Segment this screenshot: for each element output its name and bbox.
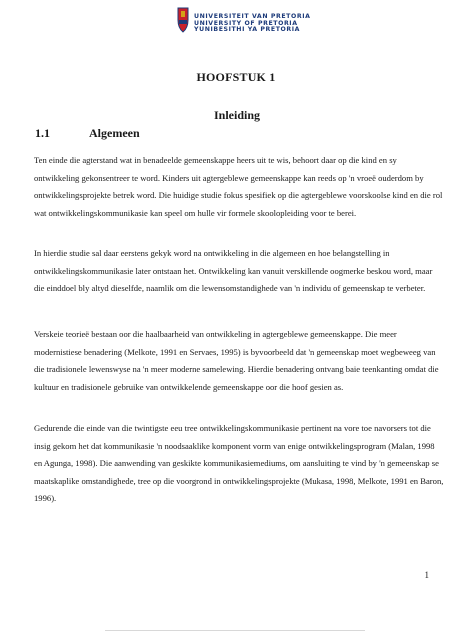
section-title: Algemeen	[89, 126, 140, 140]
chapter-title: HOOFSTUK 1	[196, 70, 276, 84]
university-header	[176, 6, 311, 36]
footer-divider	[105, 630, 365, 631]
body-paragraph: Ten einde die agterstand wat in benadeelde gemeenskappe heers uit te wis, behoort daar op die kind en sy ontwikkeling gekonsentreer te word. Kinders uit agtergeblewe gemeenskappe kan reeds op 'n vroeë ouderdom by ontwikkelingsprojekte betrek word. Die huidige studie fokus spesifiek op die agtergeblewe voorskoolse kind en die rol wat ontwikkelingskommunikasie kan speel om hulle vir formele skoolopleiding voor te berei.	[34, 155, 443, 218]
university-name-sepedi: YUNIBESITHI YA PRETORIA	[194, 26, 301, 34]
chapter-subtitle: Inleiding	[214, 108, 261, 122]
university-crest-logo	[176, 6, 190, 36]
page-number: 1	[424, 570, 429, 580]
body-paragraph: Gedurende die einde van die twintigste eeu tree ontwikkelingskommunikasie pertinent na vore toe navorsers tot die insig gekom het dat kommunikasie 'n noodsaaklike komponent vorm van enige ontwikkelingsprogram (Malan, 1998 en Agunga, 1998). Die aanwending van geskikte kommunikasiemediums, om aansluiting te vind by 'n gemeenskap se maatskaplike omstandighede, tree op die voorgrond in ontwikkelingsprojekte (Mukasa, 1998, Melkote, 1991 en Baron, 1996).	[34, 423, 444, 504]
university-name-english: UNIVERSITY OF PRETORIA	[194, 19, 298, 27]
body-paragraph: Verskeie teorieë bestaan oor die haalbaarheid van ontwikkeling in agtergeblewe gemeenskappe. Die meer modernistiese benadering (Melkote, 1991 en Servaes, 1995) is byvoorbeeld dat 'n gemeenskap moet wegbeweeg van die tradisionele lewenswyse na 'n meer moderne samelewing. Hierdie benadering ontvang baie teenkanting omdat die kultuur en tradisionele gebruike van ontwikkelende gemeenskappe oor die hoof gesien as.	[34, 329, 439, 392]
university-name-afrikaans: UNIVERSITEIT VAN PRETORIA	[194, 13, 311, 20]
section-heading	[35, 126, 140, 141]
body-paragraph: In hierdie studie sal daar eerstens gekyk word na ontwikkeling in die algemeen en hoe belangstelling in ontwikkelingskommunikasie later ontstaan het. Ontwikkeling kan vanuit verskillende oogmerke beskou word, maar die einddoel bly altyd dieselfde, naamlik om die lewensomstandighede van 'n individu of gemeenskap te verbeter.	[34, 248, 433, 294]
section-number: 1.1	[35, 126, 50, 140]
university-names	[194, 6, 311, 34]
